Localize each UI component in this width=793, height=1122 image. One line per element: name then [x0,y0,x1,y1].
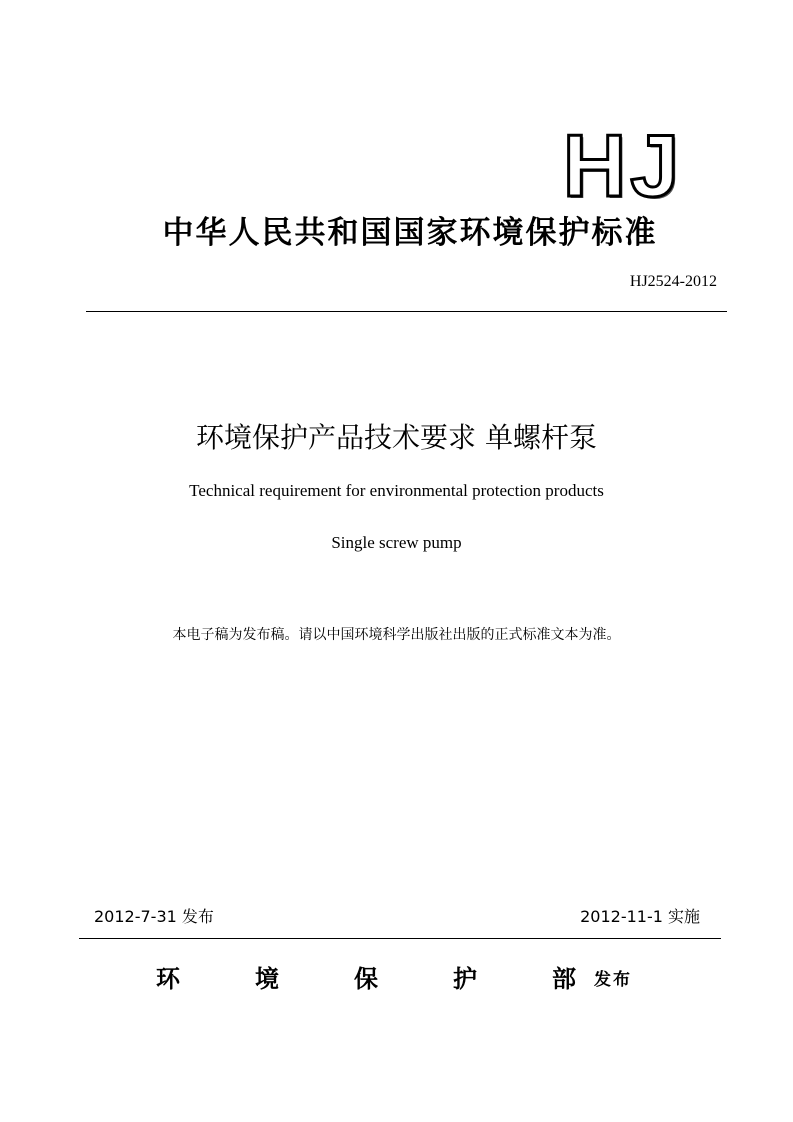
issuer-char: 部 [552,965,576,993]
top-divider [86,311,727,312]
issuer-char: 保 [354,965,378,993]
document-title-en: Technical requirement for environmental protection products [189,481,604,500]
issuer-char: 护 [453,965,477,993]
document-subtitle-en: Single screw pump [331,533,462,552]
issuing-authority [156,962,576,996]
issuer-char: 境 [255,965,279,993]
issuer-char: 环 [156,965,180,993]
issue-date: 2012-7-31 发布 [94,907,214,926]
document-title-cn: 环境保护产品技术要求 单螺杆泵 [196,421,597,454]
hj-logo: HJ [562,116,684,215]
org-title: 中华人民共和国国家环境保护标准 [162,215,658,251]
bottom-divider [79,938,721,939]
issue-word: 发布 [594,970,632,990]
standard-number: HJ2524-2012 [629,273,717,290]
implementation-date: 2012-11-1 实施 [580,907,700,926]
release-notice: 本电子稿为发布稿。请以中国环境科学出版社出版的正式标准文本为准。 [172,627,621,643]
